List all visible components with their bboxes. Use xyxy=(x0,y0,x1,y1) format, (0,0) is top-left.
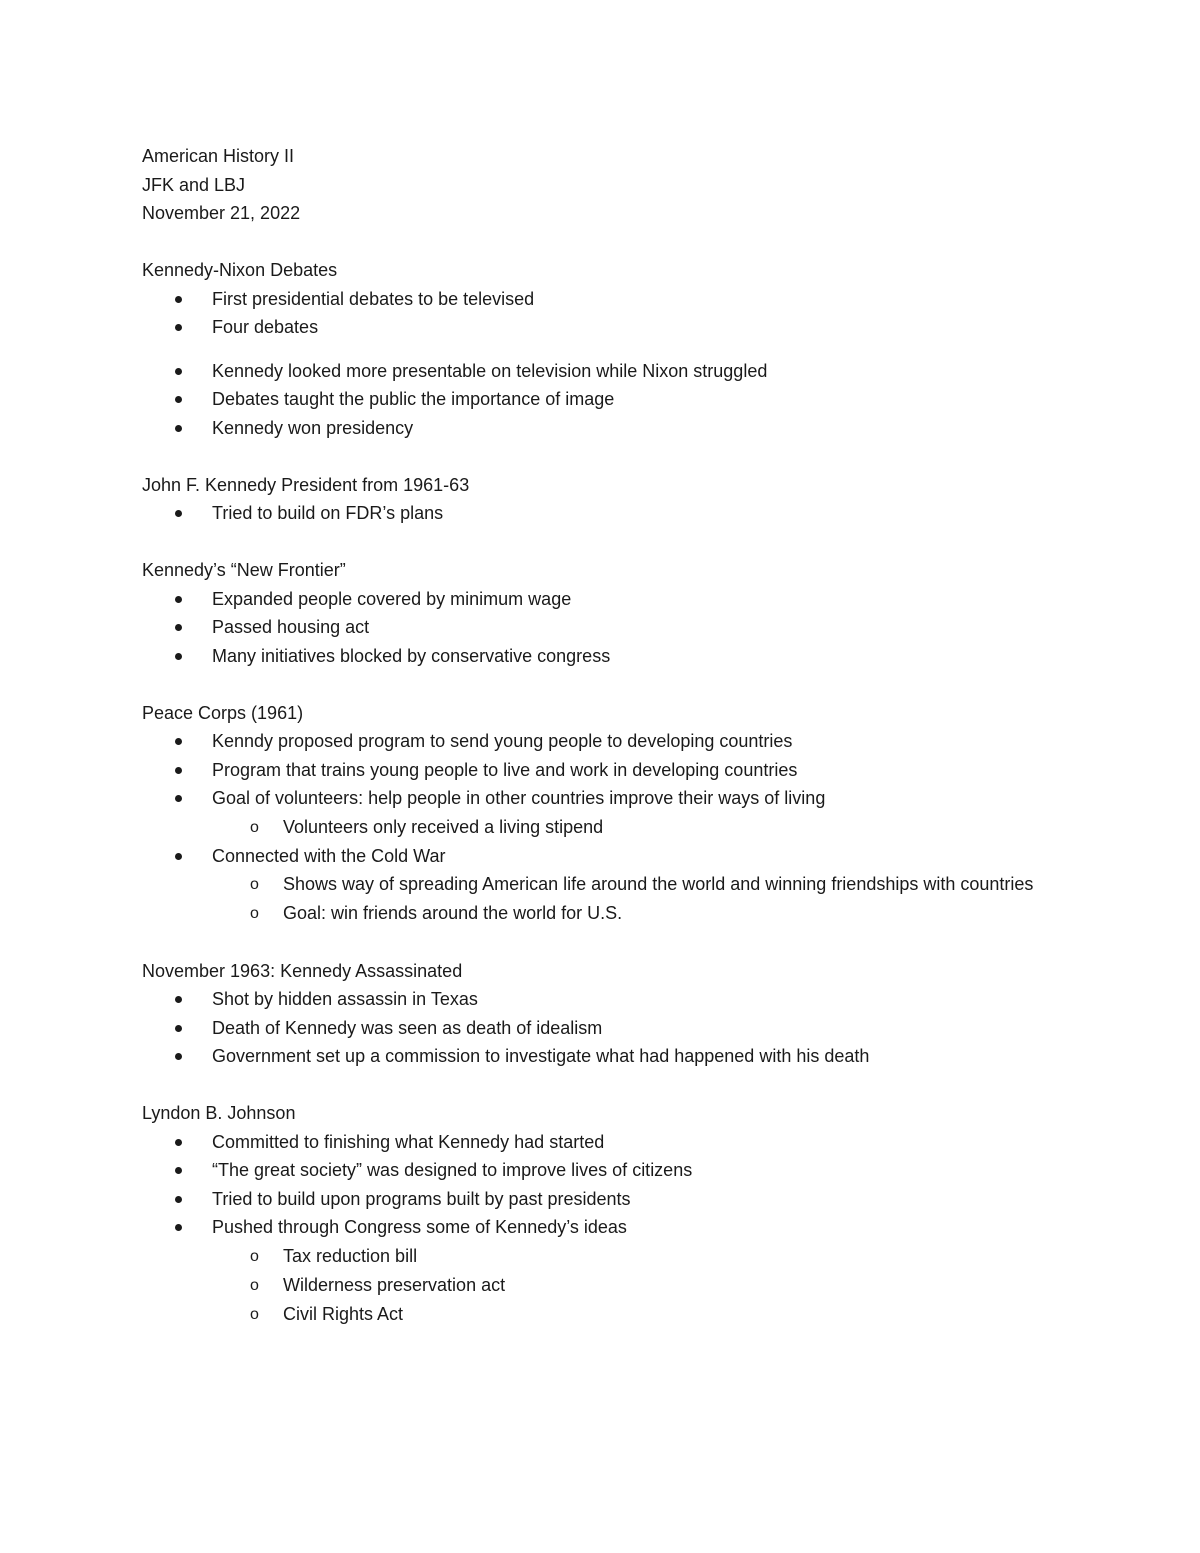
bullet-icon xyxy=(175,324,182,331)
list-item: Kennedy won presidency xyxy=(142,414,1142,443)
list-item: Many initiatives blocked by conservative congress xyxy=(142,642,1142,671)
section-heading-lbj: Lyndon B. Johnson xyxy=(142,1103,296,1123)
list-item: Government set up a commission to investigate what had happened with his death xyxy=(142,1042,1142,1071)
list-item: Program that trains young people to live and work in developing countries xyxy=(142,756,1142,785)
list-item: Kenndy proposed program to send young people to developing countries xyxy=(142,727,1142,756)
bullet-icon xyxy=(175,1053,182,1060)
section-heading-new-frontier: Kennedy’s “New Frontier” xyxy=(142,560,346,580)
document-page xyxy=(142,142,1142,1329)
bullet-icon xyxy=(175,296,182,303)
note-date: November 21, 2022 xyxy=(142,203,301,223)
list-item: Tried to build on FDR’s plans xyxy=(142,499,1142,528)
list-item: Passed housing act xyxy=(142,613,1142,642)
sub-list-item: o Goal: win friends around the world for U.S. xyxy=(142,899,1142,928)
bullet-icon xyxy=(175,368,182,375)
list-item: Committed to finishing what Kennedy had started xyxy=(142,1128,1142,1157)
sub-list-item: o Tax reduction bill xyxy=(142,1242,1142,1271)
section-heading-jfk: John F. Kennedy President from 1961-63 xyxy=(142,474,470,495)
bullet-icon xyxy=(175,738,182,745)
list-item: Shot by hidden assassin in Texas xyxy=(142,985,1142,1014)
section-heading-peace-corps: Peace Corps (1961) xyxy=(142,702,304,723)
sub-list-item: o Volunteers only received a living stipend xyxy=(142,813,1142,842)
bullet-icon xyxy=(175,996,182,1003)
sub-list-item: o Wilderness preservation act xyxy=(142,1271,1142,1300)
list-item: Death of Kennedy was seen as death of idealism xyxy=(142,1014,1142,1043)
circle-bullet-icon: o xyxy=(250,1247,259,1265)
bullet-icon xyxy=(175,510,182,517)
list-item: Pushed through Congress some of Kennedy’s ideas xyxy=(142,1213,1142,1242)
circle-bullet-icon: o xyxy=(250,1276,259,1294)
bullet-icon xyxy=(175,624,182,631)
list-item: “The great society” was designed to improve lives of citizens xyxy=(142,1156,1142,1185)
list-item: Kennedy looked more presentable on television while Nixon struggled xyxy=(142,357,1142,386)
list-item: Debates taught the public the importance of image xyxy=(142,385,1142,414)
circle-bullet-icon: o xyxy=(250,1305,259,1323)
list-item: Expanded people covered by minimum wage xyxy=(142,585,1142,614)
bullet-icon xyxy=(175,1139,182,1146)
bullet-icon xyxy=(175,853,182,860)
sub-list-item: o Shows way of spreading American life around the world and winning friendships with countries xyxy=(142,870,1043,899)
circle-bullet-icon: o xyxy=(250,876,259,893)
bullet-icon xyxy=(175,1224,182,1231)
list-item: Tried to build upon programs built by past presidents xyxy=(142,1185,1142,1214)
bullet-icon xyxy=(175,767,182,774)
bullet-icon xyxy=(175,1167,182,1174)
bullet-icon xyxy=(175,1025,182,1032)
bullet-icon xyxy=(175,396,182,403)
section-heading-assassination: November 1963: Kennedy Assassinated xyxy=(142,960,463,981)
section-heading-debates: Kennedy-Nixon Debates xyxy=(142,260,338,280)
list-item: First presidential debates to be televised xyxy=(142,285,1142,314)
sub-list-item: o Civil Rights Act xyxy=(142,1300,1142,1329)
bullet-icon xyxy=(175,1196,182,1203)
list-item: Connected with the Cold War xyxy=(142,842,1142,871)
list-item: Four debates xyxy=(142,313,1142,342)
course-title: American History II xyxy=(142,146,295,166)
bullet-icon xyxy=(175,653,182,660)
bullet-icon xyxy=(175,795,182,802)
topic-title: JFK and LBJ xyxy=(142,174,246,195)
circle-bullet-icon: o xyxy=(250,818,259,836)
bullet-icon xyxy=(175,596,182,603)
bullet-icon xyxy=(175,425,182,432)
list-item: Goal of volunteers: help people in other countries improve their ways of living xyxy=(142,784,1142,813)
circle-bullet-icon: o xyxy=(250,905,259,922)
